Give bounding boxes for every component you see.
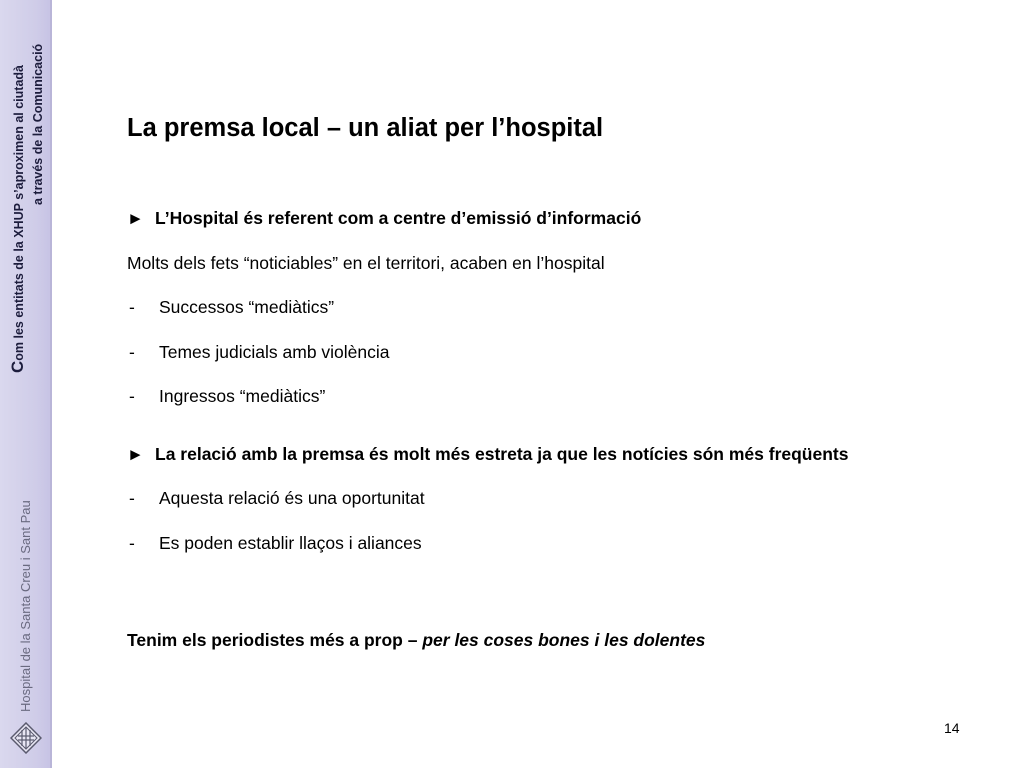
section2-heading: La relació amb la premsa és molt més estreta ja que les notícies són més freqüents bbox=[155, 444, 849, 464]
sidebar-subtitle-line2: a través de la Comunicació bbox=[31, 43, 45, 205]
closing-italic-text: per les coses bones i les dolentes bbox=[422, 630, 706, 650]
dash-bullet: - bbox=[129, 297, 135, 317]
section2-item-text: Es poden establir llaços i aliances bbox=[159, 533, 422, 553]
section2-item bbox=[127, 533, 422, 554]
closing-bold-text: Tenim els periodistes més a prop – bbox=[127, 630, 423, 650]
subtitle-initial: C bbox=[8, 360, 27, 373]
section2-item-text: Aquesta relació és una oportunitat bbox=[159, 488, 425, 508]
bullet-arrow-icon: ► bbox=[127, 445, 144, 464]
section2-item bbox=[127, 488, 425, 509]
section1-item-text: Temes judicials amb violència bbox=[159, 342, 390, 362]
section1-item bbox=[127, 342, 390, 363]
sidebar-divider bbox=[50, 0, 52, 768]
dash-bullet: - bbox=[129, 533, 135, 553]
dash-bullet: - bbox=[129, 488, 135, 508]
sidebar bbox=[0, 0, 52, 768]
section1-item bbox=[127, 386, 325, 407]
closing-line bbox=[127, 630, 705, 651]
section2-heading-line bbox=[127, 444, 848, 465]
section1-item-text: Ingressos “mediàtics” bbox=[159, 386, 326, 406]
section1-item-text: Successos “mediàtics” bbox=[159, 297, 335, 317]
hospital-logo-icon bbox=[10, 722, 42, 754]
page-number: 14 bbox=[944, 720, 960, 736]
dash-bullet: - bbox=[129, 386, 135, 406]
bullet-arrow-icon: ► bbox=[127, 209, 144, 228]
section1-intro: Molts dels fets “noticiables” en el territori, acaben en l’hospital bbox=[127, 253, 605, 273]
dash-bullet: - bbox=[129, 342, 135, 362]
section1-item bbox=[127, 297, 334, 318]
subtitle-line1-text: om les entitats de la XHUP s’aproximen al ciutadà bbox=[12, 65, 26, 361]
hospital-name: Hospital de la Santa Creu i Sant Pau bbox=[18, 500, 33, 712]
slide-title: La premsa local – un aliat per l’hospital bbox=[127, 114, 604, 142]
section1-heading-line bbox=[127, 208, 641, 229]
sidebar-subtitle-line1 bbox=[8, 65, 28, 373]
section1-heading: L’Hospital és referent com a centre d’emissió d’informació bbox=[155, 208, 642, 228]
